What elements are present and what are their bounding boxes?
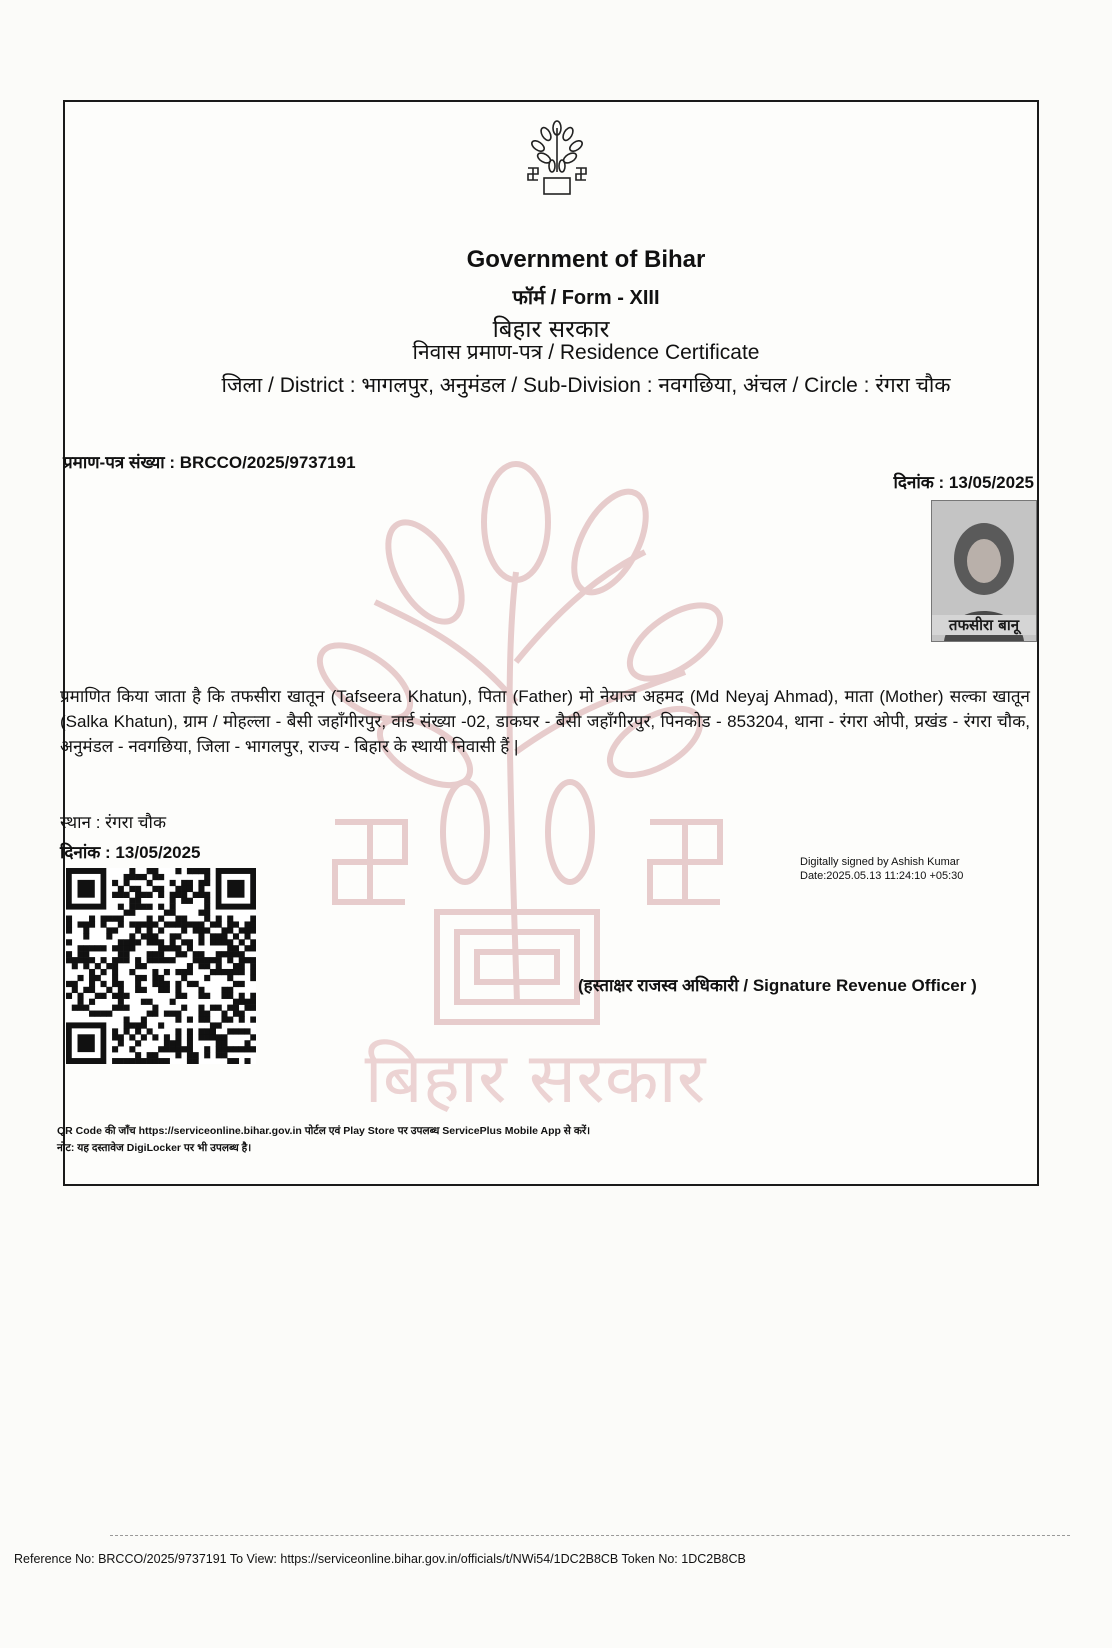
certificate-title: निवास प्रमाण-पत्र / Residence Certificate <box>412 341 760 364</box>
form-number: फॉर्म / Form - XIII <box>512 287 660 309</box>
digital-sign-date: Date:2025.05.13 11:24:10 +05:30 <box>800 870 964 882</box>
digital-signature <box>800 855 963 883</box>
applicant-photo <box>931 500 1037 642</box>
govt-english-title: Government of Bihar <box>466 246 706 273</box>
watermark-text: बिहार सरकार <box>364 1037 706 1119</box>
issue-date-bottom: दिनांक : 13/05/2025 <box>60 843 201 862</box>
govt-hindi-title: बिहार सरकार <box>492 315 610 343</box>
certificate-body: प्रमाणित किया जाता है कि तफसीरा खातून (Tafseera Khatun), पिता (Father) मो नेयाज अहमद (Md Neyaj Ahmad), माता (Mother) सल्का खातून (Salka Khatun), ग्राम / मोहल्ला - बैसी जहाँगीरपुर, वार्ड संख्या -02, डाकघर - बैसी जहाँगीरपुर, पिनकोड - 853204, थाना - रंगरा ओपी, प्रखंड - रंगरा चौक, अनुमंडल - नवगछिया, जिला - भागलपुर, राज्य - बिहार के स्थायी निवासी हैं | <box>60 687 1030 756</box>
digilocker-note: नोट: यह दस्तावेज DigiLocker पर भी उपलब्ध है। <box>57 1142 252 1154</box>
digital-sign-name: Digitally signed by Ashish Kumar <box>800 856 960 868</box>
applicant-signature: तफसीरा बानू <box>932 615 1036 635</box>
signature-revenue-officer: (हस्ताक्षर राजस्व अधिकारी / Signature Revenue Officer ) <box>578 976 977 995</box>
place-of-issue: स्थान : रंगरा चौक <box>60 813 167 832</box>
reference-footer: Reference No: BRCCO/2025/9737191 To View: https://serviceonline.bihar.gov.in/officials/t/NWi54/1DC2B8CB Token No: 1DC2B8CB <box>14 1552 746 1566</box>
issue-date-top: दिनांक : 13/05/2025 <box>893 473 1034 492</box>
certificate-number: प्रमाण-पत्र संख्या : BRCCO/2025/9737191 <box>63 453 356 472</box>
bihar-emblem-icon <box>522 120 592 202</box>
location-line: जिला / District : भागलपुर, अनुमंडल / Sub-Division : नवगछिया, अंचल / Circle : रंगरा चौक <box>221 374 951 397</box>
qr-code-icon[interactable] <box>66 868 256 1064</box>
footer-divider <box>110 1535 1070 1536</box>
qr-verification-note: QR Code की जाँच https://serviceonline.bihar.gov.in पोर्टल एवं Play Store पर उपलब्ध ServicePlus Mobile App से करें। <box>57 1125 591 1137</box>
